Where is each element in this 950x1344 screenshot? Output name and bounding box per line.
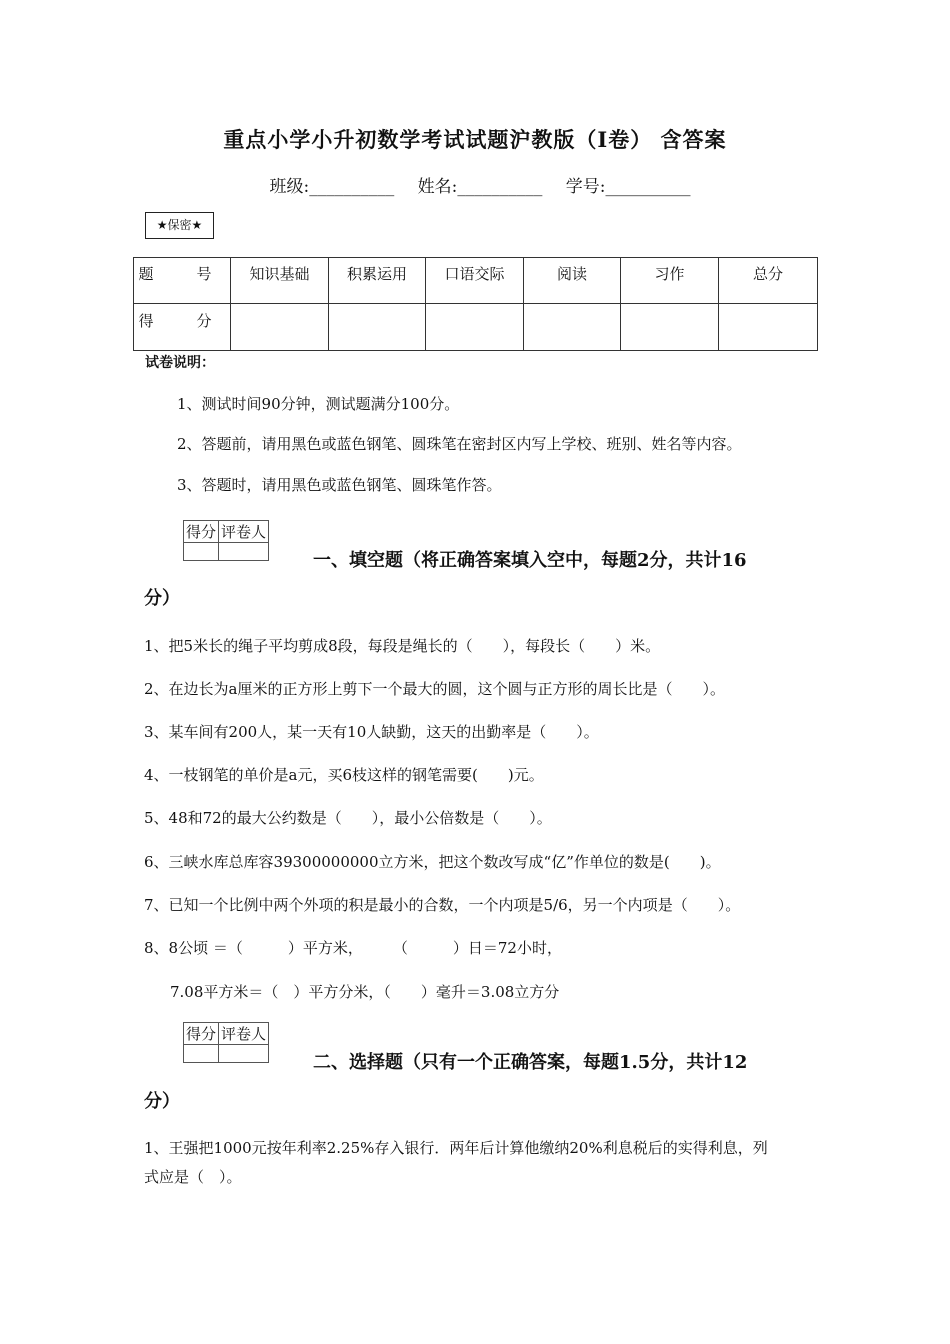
question-item: 5、48和72的最大公约数是（ ），最小公倍数是（ ）。 [144,809,552,827]
grader-score-label: 得分 [184,521,219,543]
question-item: 3、某车间有200人，某一天有10人缺勤，这天的出勤率是（ ）。 [144,723,599,741]
section-title-continued: 分） [144,1091,180,1112]
question-item: 2、在边长为a厘米的正方形上剪下一个最大的圆，这个圆与正方形的周长比是（ ）。 [144,680,725,698]
score-table-header: 习作 [621,258,719,304]
score-cell[interactable] [621,304,719,351]
grader-score-label: 得分 [184,1023,219,1045]
score-table-header: 积累运用 [329,258,426,304]
instructions-heading: 试卷说明： [145,355,215,371]
score-table-header: 总分 [719,258,818,304]
instruction-item: 2、答题前，请用黑色或蓝色钢笔、圆珠笔在密封区内写上学校、班别、姓名等内容。 [177,435,742,453]
score-table-header: 阅读 [524,258,621,304]
class-field-label: 班级:__________ [269,177,395,197]
instruction-item: 1、测试时间90分钟，测试题满分100分。 [177,395,460,413]
question-item: 4、一枝钢笔的单价是a元，买6枝这样的钢笔需要( )元。 [144,766,544,784]
question-item-continued: 式应是（ ）。 [144,1168,242,1186]
grader-box [183,520,269,561]
grader-score-cell[interactable] [184,1045,219,1063]
question-item: 8、8公顷 ＝（ ）平方米， （ ）日＝72小时， [144,939,562,957]
instruction-item: 3、答题时，请用黑色或蓝色钢笔、圆珠笔作答。 [177,476,502,494]
question-item: 6、三峡水库总库容39300000000立方米，把这个数改写成“亿”作单位的数是( )。 [144,853,721,871]
score-table-header: 知识基础 [231,258,329,304]
question-item: 7、已知一个比例中两个外项的积是最小的合数，一个内项是5/6，另一个内项是（ ）。 [144,896,741,914]
score-table-header-row [134,258,818,304]
score-cell[interactable] [719,304,818,351]
score-row-label: 得 分 [134,304,231,351]
score-cell[interactable] [426,304,524,351]
student-info-line [0,172,950,197]
question-item: 1、王强把1000元按年利率2.25%存入银行．两年后计算他缴纳20%利息税后的实得利息，列 [144,1139,768,1157]
section-title-continued: 分） [144,588,180,609]
grader-reviewer-label: 评卷人 [219,521,269,543]
score-table-score-row [134,304,818,351]
score-cell[interactable] [329,304,426,351]
question-item: 1、把5米长的绳子平均剪成8段，每段是绳长的（ ），每段长（ ）米。 [144,637,661,655]
question-item-continued: 7.08平方米＝（ ）平方分米，（ ）毫升＝3.08立方分 [170,983,560,1001]
grader-box [183,1022,269,1063]
grader-score-cell[interactable] [184,543,219,561]
score-cell[interactable] [524,304,621,351]
name-field-label: 姓名:__________ [417,177,543,197]
confidential-badge: ★保密★ [145,212,214,239]
section-title: 二、选择题（只有一个正确答案，每题1.5分，共计12 [313,1052,748,1073]
score-cell[interactable] [231,304,329,351]
grader-reviewer-cell[interactable] [219,1045,269,1063]
grader-reviewer-label: 评卷人 [219,1023,269,1045]
section-title: 一、填空题（将正确答案填入空中，每题2分，共计16 [313,550,747,571]
score-table [133,257,818,351]
score-table-header: 口语交际 [426,258,524,304]
grader-reviewer-cell[interactable] [219,543,269,561]
page-title: 重点小学小升初数学考试试题沪教版（I卷） 含答案 [223,127,727,152]
score-table-header: 题 号 [134,258,231,304]
student-id-field-label: 学号:__________ [565,177,691,197]
